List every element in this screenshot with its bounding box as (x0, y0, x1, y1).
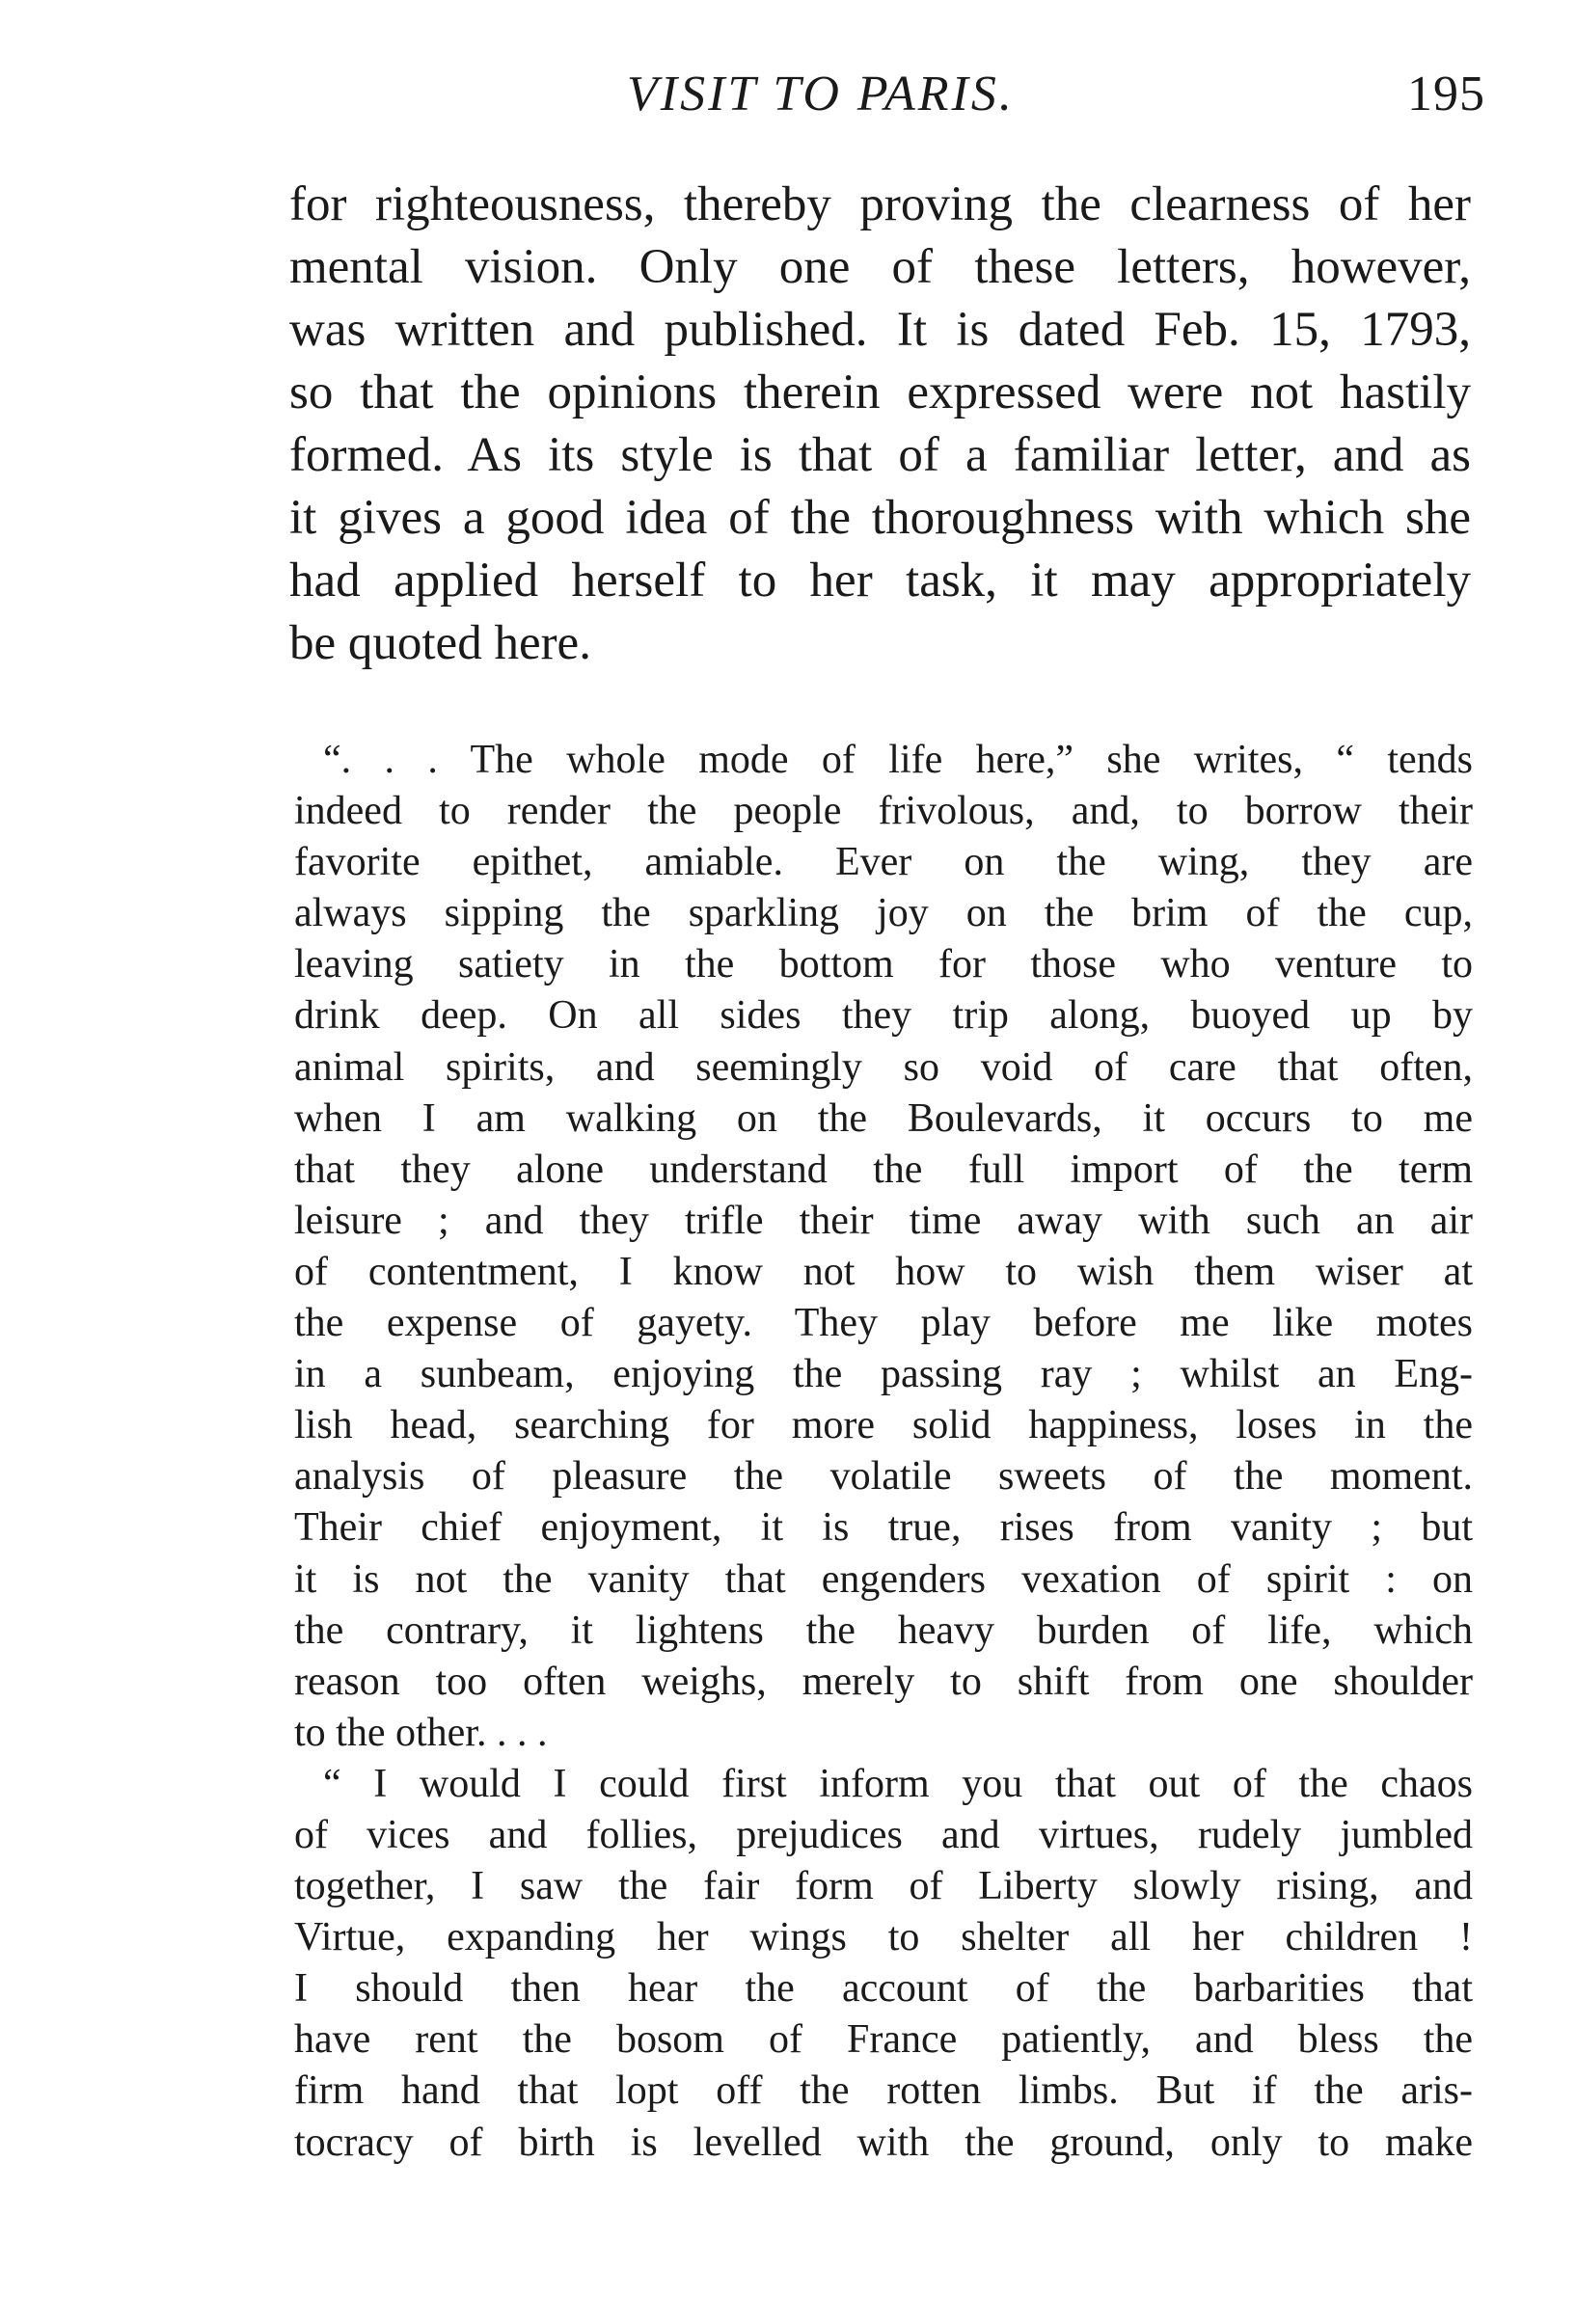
quote-line: firm hand that lopt off the rotten limbs. But if the aris- (294, 2068, 1473, 2114)
quote-line: always sipping the sparkling joy on the brim of the cup, (294, 891, 1473, 936)
paragraph-line: was written and published. It is dated Feb. 15, 1793, (289, 303, 1471, 357)
quote-line: in a sunbeam, enjoying the passing ray ; whilst an Eng- (294, 1352, 1473, 1397)
quote-line: indeed to render the people frivolous, and, to borrow their (294, 789, 1473, 834)
quote-line: tocracy of birth is levelled with the ground, only to make (294, 2120, 1473, 2165)
quote-line: the expense of gayety. They play before me like motes (294, 1301, 1473, 1346)
quote-line: reason too often weighs, merely to shift from one shoulder (294, 1659, 1473, 1704)
paragraph-line: mental vision. Only one of these letters, however, (289, 240, 1471, 294)
quote-line: I should then hear the account of the barbarities that (294, 1966, 1473, 2012)
quote-line: drink deep. On all sides they trip along, buoyed up by (294, 993, 1473, 1039)
paragraph-line: it gives a good idea of the thoroughness with which she (289, 491, 1471, 545)
running-title: VISIT TO PARIS. (627, 67, 1015, 122)
quote-line: leaving satiety in the bottom for those who venture to (294, 942, 1473, 987)
quote-line: animal spirits, and seemingly so void of care that often, (294, 1044, 1473, 1090)
quote-line: lish head, searching for more solid happiness, loses in the (294, 1403, 1473, 1448)
quote-line: Their chief enjoyment, it is true, rises from vanity ; but (294, 1505, 1473, 1551)
quote-line: “. . . The whole mode of life here,” she writes, “ tends (323, 738, 1473, 782)
paragraph-line: so that the opinions therein expressed were not hastily (289, 365, 1471, 419)
quote-line: of contentment, I know not how to wish them wiser at (294, 1249, 1473, 1294)
quote-line: it is not the vanity that engenders vexation of spirit : on (294, 1556, 1473, 1602)
quote-line: to the other. . . . (294, 1710, 548, 1755)
quote-line: together, I saw the fair form of Liberty slowly rising, and (294, 1864, 1473, 1909)
quote-line: that they alone understand the full import of the term (294, 1147, 1473, 1192)
quote-line: Virtue, expanding her wings to shelter all her children ! (294, 1915, 1473, 1960)
quote-line: “ I would I could first inform you that out of the chaos (323, 1761, 1473, 1806)
quote-line: the contrary, it lightens the heavy burden of life, which (294, 1608, 1473, 1653)
paragraph-line: for righteousness, thereby proving the clearness of her (289, 177, 1471, 231)
page-number: 195 (1407, 67, 1485, 122)
quote-line: when I am walking on the Boulevards, it occurs to me (294, 1095, 1473, 1141)
quote-line: have rent the bosom of France patiently, and bless the (294, 2017, 1473, 2063)
quoted-letter (294, 735, 1473, 2169)
quote-line: analysis of pleasure the volatile sweets of the moment. (294, 1454, 1473, 1500)
quote-line: favorite epithet, amiable. Ever on the wing, they are (294, 840, 1473, 885)
paragraph-line: formed. As its style is that of a familiar letter, and as (289, 428, 1471, 482)
quote-line: of vices and follies, prejudices and virtues, rudely jumbled (294, 1812, 1473, 1857)
running-head (289, 66, 1485, 133)
paragraph-line: be quoted here. (289, 616, 591, 670)
paragraph-line: had applied herself to her task, it may appropriately (289, 554, 1471, 608)
quote-line: leisure ; and they trifle their time away with such an air (294, 1198, 1473, 1243)
body-paragraph (289, 174, 1471, 675)
